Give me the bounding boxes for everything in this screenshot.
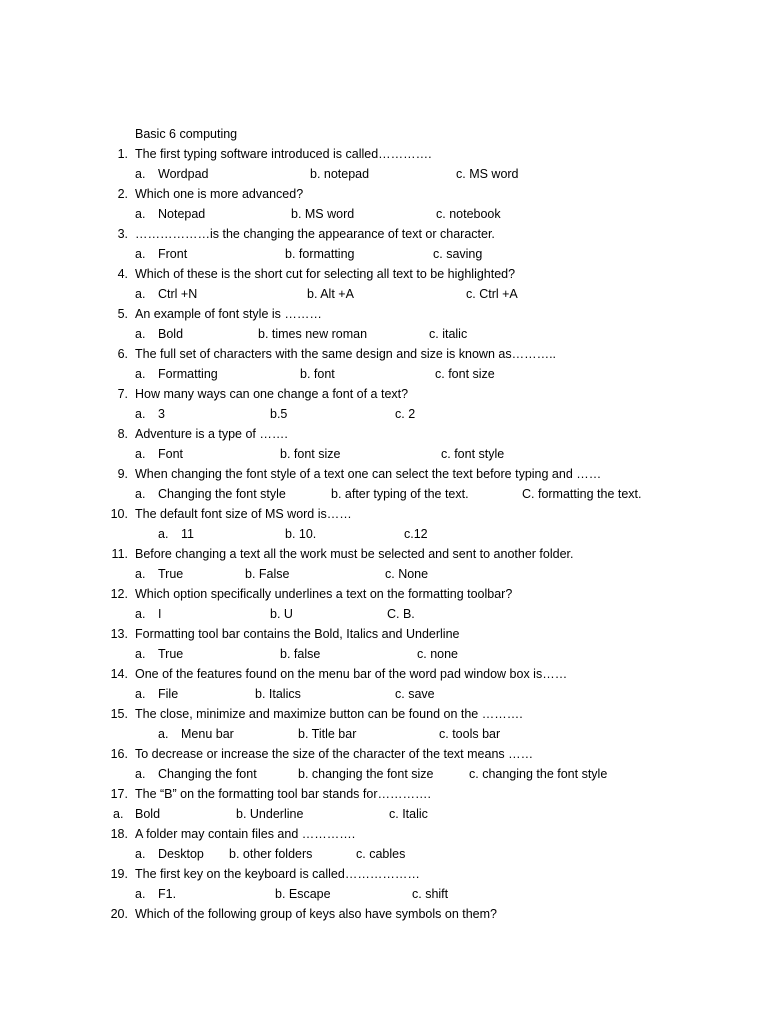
answer-option: b. Alt +A: [307, 287, 354, 301]
answer-option: Notepad: [158, 207, 206, 221]
answer-option: b. other folders: [229, 847, 313, 861]
option-marker: a.: [158, 527, 169, 541]
answer-option: C. B.: [387, 607, 415, 621]
answer-option: b. formatting: [285, 247, 355, 261]
answer-option: b. Italics: [255, 687, 301, 701]
option-marker: a.: [135, 687, 146, 701]
answer-option: c. MS word: [456, 167, 519, 181]
question-text: To decrease or increase the size of the character of the text means ……: [135, 747, 534, 761]
answer-option: c. font style: [441, 447, 505, 461]
question-number: 8.: [117, 427, 128, 441]
question-number: 1.: [117, 147, 128, 161]
answer-option: Font: [158, 447, 184, 461]
answer-option: 11: [181, 527, 194, 541]
question-text: The full set of characters with the same design and size is known as………..: [135, 347, 557, 361]
option-marker: a.: [135, 167, 146, 181]
answer-option: c. italic: [429, 327, 468, 341]
question-number: 5.: [117, 307, 128, 321]
answer-option: Wordpad: [158, 167, 209, 181]
answer-option: c. font size: [435, 367, 495, 381]
answer-option: Menu bar: [181, 727, 234, 741]
answer-option: c. changing the font style: [469, 767, 608, 781]
answer-option: c. None: [385, 567, 429, 581]
option-marker: a.: [135, 447, 146, 461]
answer-option: b. font: [300, 367, 335, 381]
answer-option: Bold: [158, 327, 184, 341]
answer-option: Front: [158, 247, 188, 261]
question-text: The close, minimize and maximize button can be found on the ……….: [135, 707, 523, 721]
question-text: The first typing software introduced is called………….: [135, 147, 432, 161]
question-number: 16.: [110, 747, 128, 761]
question-number: 18.: [110, 827, 128, 841]
answer-option: b. U: [270, 607, 293, 621]
question-text: Before changing a text all the work must be selected and sent to another folder.: [135, 547, 574, 561]
option-marker: a.: [135, 247, 146, 261]
question-number: 15.: [110, 707, 128, 721]
option-marker: a.: [135, 407, 146, 421]
answer-option: c. shift: [412, 887, 449, 901]
answer-option: b. times new roman: [258, 327, 368, 341]
option-marker: a.: [135, 767, 146, 781]
answer-option: Changing the font: [158, 767, 257, 781]
answer-option: b. 10.: [285, 527, 317, 541]
option-marker: a.: [135, 887, 146, 901]
question-number: 9.: [117, 467, 128, 481]
question-text: A folder may contain files and ………….: [135, 827, 356, 841]
answer-option: c. 2: [395, 407, 416, 421]
option-marker: a.: [135, 367, 146, 381]
answer-option: b. Title bar: [298, 727, 357, 741]
answer-option: b. after typing of the text.: [331, 487, 469, 501]
answer-option: b. false: [280, 647, 321, 661]
answer-option: b. font size: [280, 447, 341, 461]
answer-option: Desktop: [158, 847, 204, 861]
question-text: Which option specifically underlines a text on the formatting toolbar?: [135, 587, 513, 601]
answer-option: I: [158, 607, 162, 621]
answer-option: Ctrl +N: [158, 287, 198, 301]
question-number: 11.: [111, 547, 128, 561]
option-marker: a.: [135, 647, 146, 661]
answer-option: File: [158, 687, 179, 701]
answer-option: b. Underline: [236, 807, 304, 821]
answer-option: c. saving: [433, 247, 483, 261]
option-marker: a.: [135, 327, 146, 341]
option-marker: a.: [135, 567, 146, 581]
question-number: 14.: [110, 667, 128, 681]
answer-option: c. notebook: [436, 207, 501, 221]
question-number: 4.: [117, 267, 128, 281]
question-text: How many ways can one change a font of a text?: [135, 387, 409, 401]
question-number: 20.: [110, 907, 128, 921]
answer-option: c. tools bar: [439, 727, 501, 741]
answer-option: c. cables: [356, 847, 406, 861]
question-number: 6.: [117, 347, 128, 361]
question-text: When changing the font style of a text one can select the text before typing and ……: [135, 467, 602, 481]
answer-option: c. Italic: [389, 807, 428, 821]
question-number: 17.: [110, 787, 128, 801]
option-marker: a.: [113, 807, 124, 821]
answer-option: b. changing the font size: [298, 767, 434, 781]
answer-option: True: [158, 647, 184, 661]
answer-option: b.5: [270, 407, 288, 421]
question-text: ………………is the changing the appearance of text or character.: [135, 227, 495, 241]
question-number: 13.: [110, 627, 128, 641]
answer-option: Changing the font style: [158, 487, 286, 501]
answer-option: c. save: [395, 687, 435, 701]
question-text: The default font size of MS word is……: [135, 507, 352, 521]
answer-option: c. Ctrl +A: [466, 287, 518, 301]
answer-option: b. MS word: [291, 207, 355, 221]
question-text: Adventure is a type of …….: [135, 427, 288, 441]
option-marker: a.: [135, 607, 146, 621]
option-marker: a.: [135, 847, 146, 861]
question-number: 12.: [110, 587, 128, 601]
option-marker: a.: [135, 207, 146, 221]
question-number: 10.: [110, 507, 128, 521]
page-title: Basic 6 computing: [135, 127, 238, 141]
answer-option: True: [158, 567, 184, 581]
answer-option: b. notepad: [310, 167, 370, 181]
answer-option: Bold: [135, 807, 161, 821]
option-marker: a.: [135, 487, 146, 501]
question-text: An example of font style is ………: [135, 307, 322, 321]
option-marker: a.: [158, 727, 169, 741]
answer-option: c.12: [404, 527, 428, 541]
question-text: One of the features found on the menu bar of the word pad window box is……: [135, 667, 568, 681]
question-text: Formatting tool bar contains the Bold, Italics and Underline: [135, 627, 460, 641]
question-text: Which of the following group of keys also have symbols on them?: [135, 907, 497, 921]
answer-option: F1.: [158, 887, 177, 901]
answer-option: Formatting: [158, 367, 218, 381]
question-text: The “B” on the formatting tool bar stands for………….: [135, 787, 431, 801]
question-text: The first key on the keyboard is called………………: [135, 867, 420, 881]
question-text: Which of these is the short cut for selecting all text to be highlighted?: [135, 267, 516, 281]
question-number: 2.: [117, 187, 128, 201]
answer-option: c. none: [417, 647, 459, 661]
question-number: 19.: [110, 867, 128, 881]
answer-option: b. Escape: [275, 887, 331, 901]
question-number: 7.: [117, 387, 128, 401]
question-text: Which one is more advanced?: [135, 187, 304, 201]
answer-option: b. False: [245, 567, 290, 581]
question-number: 3.: [117, 227, 128, 241]
option-marker: a.: [135, 287, 146, 301]
answer-option: 3: [158, 407, 165, 421]
answer-option: C. formatting the text.: [522, 487, 642, 501]
